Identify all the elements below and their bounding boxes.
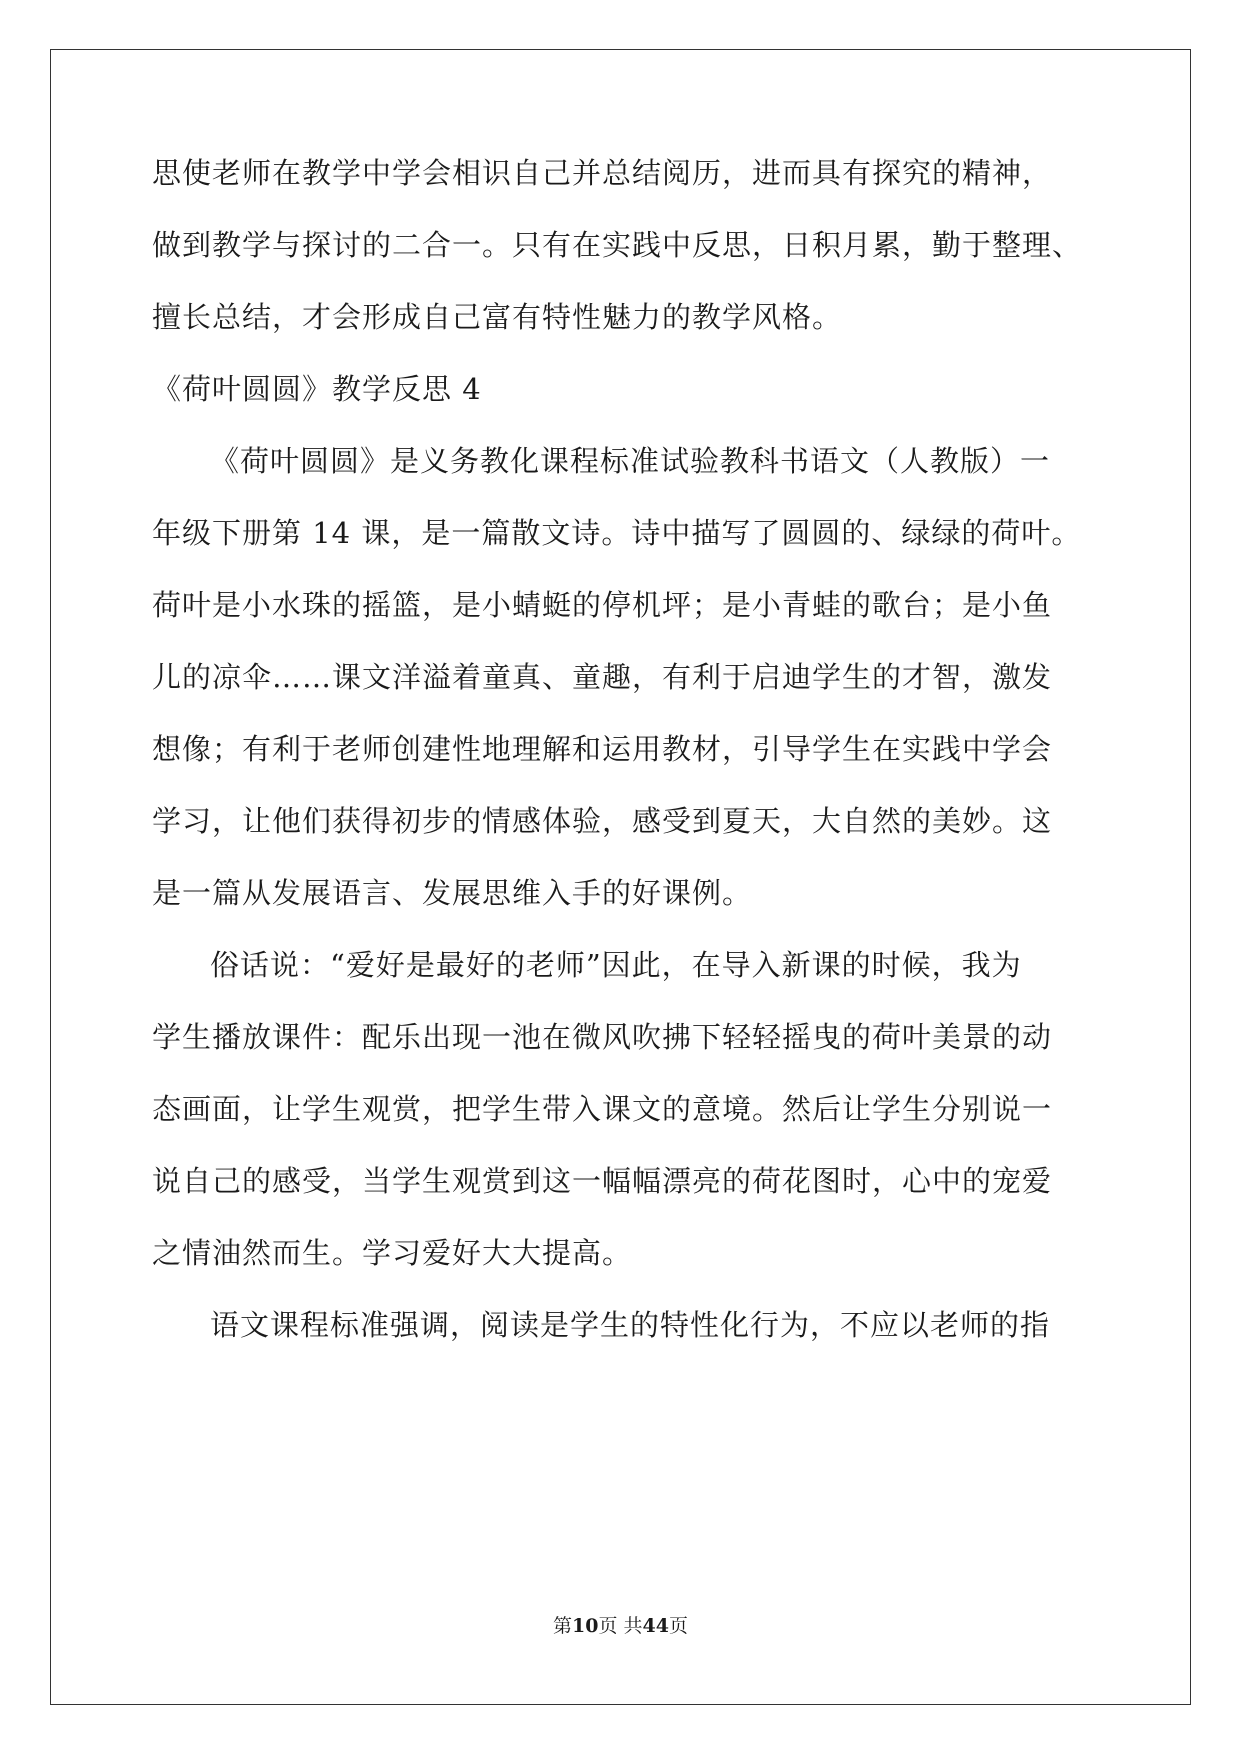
total-page-count: 44	[642, 1615, 669, 1637]
text-line: 态画面，让学生观赏，把学生带入课文的意境。然后让学生分别说一	[152, 1092, 1053, 1126]
current-page-number: 10	[572, 1615, 599, 1637]
text-line: 擅长总结，才会形成自己富有特性魅力的教学风格。	[152, 300, 843, 334]
page-footer	[0, 1614, 1241, 1638]
text-line: 思使老师在教学中学会相识自己并总结阅历，进而具有探究的精神，	[152, 156, 1053, 190]
text-line: 学生播放课件：配乐出现一池在微风吹拂下轻轻摇曳的荷叶美景的动	[152, 1020, 1053, 1054]
footer-prefix: 第	[553, 1615, 573, 1637]
footer-suffix: 页	[668, 1615, 688, 1637]
text-line: 语文课程标准强调，阅读是学生的特性化行为，不应以老师的指	[210, 1308, 1051, 1342]
section-heading: 《荷叶圆圆》教学反思 4	[152, 372, 482, 406]
footer-middle: 页 共	[598, 1615, 643, 1637]
text-line: 儿的凉伞……课文洋溢着童真、童趣，有利于启迪学生的才智，激发	[152, 660, 1053, 694]
text-line: 俗话说：“爱好是最好的老师”因此，在导入新课的时候，我为	[210, 948, 1022, 982]
text-line: 想像；有利于老师创建性地理解和运用教材，引导学生在实践中学会	[152, 732, 1053, 766]
text-line: 《荷叶圆圆》是义务教化课程标准试验教科书语文（人教版）一	[210, 444, 1051, 478]
text-line: 做到教学与探讨的二合一。只有在实践中反思，日积月累，勤于整理、	[152, 228, 1083, 262]
text-line: 学习，让他们获得初步的情感体验，感受到夏天，大自然的美妙。这	[152, 804, 1053, 838]
text-line: 年级下册第 14 课，是一篇散文诗。诗中描写了圆圆的、绿绿的荷叶。	[152, 516, 1082, 550]
text-line: 荷叶是小水珠的摇篮，是小蜻蜓的停机坪；是小青蛙的歌台；是小鱼	[152, 588, 1053, 622]
text-line: 说自己的感受，当学生观赏到这一幅幅漂亮的荷花图时，心中的宠爱	[152, 1164, 1053, 1198]
text-line: 之情油然而生。学习爱好大大提高。	[152, 1236, 633, 1270]
text-line: 是一篇从发展语言、发展思维入手的好课例。	[152, 876, 753, 910]
